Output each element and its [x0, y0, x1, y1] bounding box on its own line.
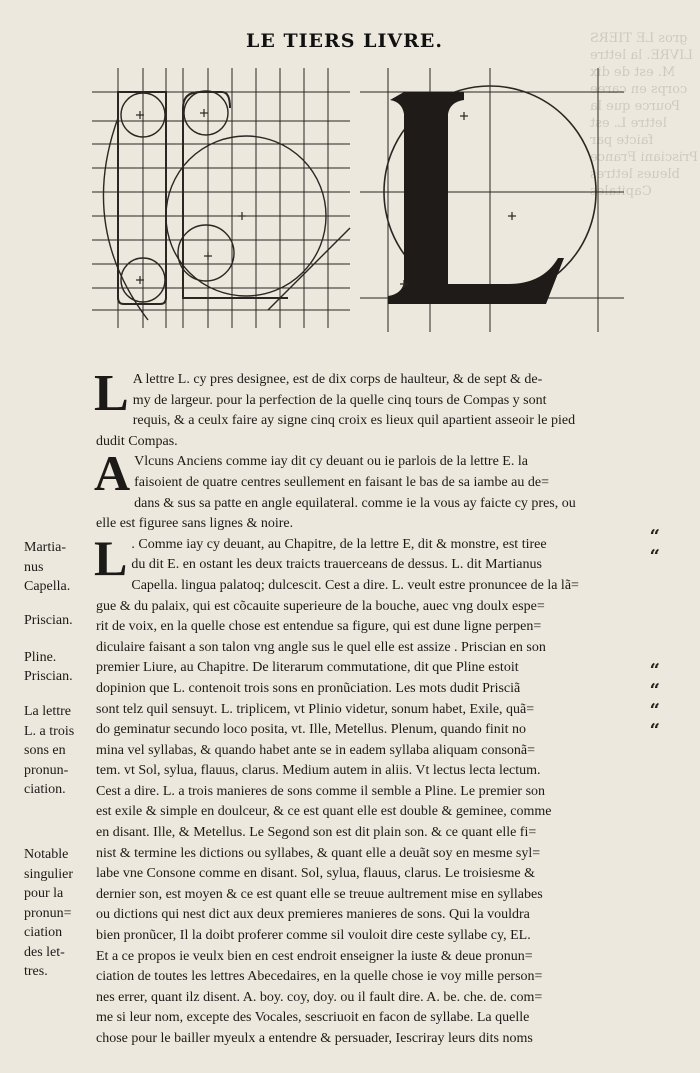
text-line: du dit E. en ostant les deux traicts trauerceans de dessus. L. dit Martianus: [131, 557, 542, 573]
margin-note-priscian: [24, 611, 73, 631]
margin-note-line: pour la: [24, 886, 64, 901]
text-line: sont telz quil sensuyt. L. triplicem, vt Plinio videtur, sonum habet, Exile, quã=: [96, 701, 535, 717]
text-line: nes errer, quant ilz disent. A. boy. coy, doy. ou il fault dire. A. be. che. de. com=: [96, 989, 543, 1005]
text-line: diculaire faisant a son talon vng angle sus le quel elle est assize . Priscian en son: [96, 639, 546, 655]
quote-mark: “: [649, 546, 660, 567]
margin-note-pline: [24, 648, 56, 668]
text-line: dans & sus sa patte en angle equilateral. comme ie la vous ay faicte cy pres, ou: [134, 495, 576, 511]
quote-mark: “: [649, 680, 660, 701]
text-line: do geminatur secundo loco posita, vt. Ille, Metellus. Plenum, quando finit no: [96, 722, 527, 738]
margin-note-line: sons en: [24, 743, 66, 758]
text-line: Capella. lingua palatoq; dulcescit. Cest a dire. L. veult estre pronuncee de la lã=: [131, 577, 579, 593]
margin-note-line: L. a trois: [24, 723, 75, 739]
text-line: . Comme iay cy deuant, au Chapitre, de la lettre E, dit & monstre, est tiree: [131, 536, 547, 552]
margin-note-line: nus: [24, 559, 44, 575]
text-line: labe vne Consone comme en disant. Sol, sylua, flauus, clarus. Le troisiesme &: [96, 866, 535, 882]
text-line: Cest a dire. L. a trois manieres de sons comme il semble a Pline. Le premier son: [96, 783, 546, 799]
text-line: faisoient de quatre centres seullement en faisant le bas de sa iambe au de=: [134, 474, 550, 490]
text-line: premier Liure, au Chapitre. De literarum commutatione, dit que Pline estoit: [96, 660, 519, 676]
text-line: dudit Compas.: [96, 433, 178, 449]
text-line: me si leur nom, excepte des Vocales, sescriuoit en facon de syllabe. La quelle: [96, 1010, 530, 1026]
text-line: en disant. Ille, & Metellus. Le Segond son est dit plain son. & ce quant elle fi=: [96, 825, 537, 841]
margin-note-l-trois-sons: [24, 702, 74, 800]
margin-note-priscian-2: [24, 667, 73, 687]
text-line: ou dictions qui nest dict aux deux premieres manieres de sons. Qui la vouldra: [96, 907, 530, 923]
text-line: my de largeur. pour la perfection de la quelle cinq tours de Compas y sont: [132, 392, 547, 408]
text-line: est exile & simple en doulceur, & ce est quant elle est double & geminee, comme: [96, 804, 552, 820]
margin-note-line: Martia-: [24, 540, 66, 555]
letter-l-construction-plate: [88, 58, 628, 340]
right-filled-letter-l: [360, 68, 624, 332]
margin-note-line: Pline.: [24, 650, 57, 665]
margin-note-line: ciation.: [24, 782, 66, 797]
paragraph-3: [94, 529, 641, 1050]
quote-mark: “: [649, 526, 660, 547]
margin-note-line: ciation: [24, 925, 63, 940]
drop-capital-l: L: [94, 365, 129, 422]
text-line: mina vel syllabas, & quando habet ante se in eadem syllaba aliquam consonã=: [96, 742, 536, 758]
margin-note-line: Capella.: [24, 579, 71, 594]
margin-note-line: des let-: [24, 944, 65, 960]
margin-note-line: La lettre: [24, 704, 72, 719]
margin-note-line: singulier: [24, 866, 73, 882]
text-line: nist & termine les dictions ou syllabes, & quant elle a deuãt soy en mesme syl=: [96, 845, 541, 861]
text-line: A lettre L. cy pres designee, est de dix corps de haulteur, & de sept & de-: [132, 372, 543, 387]
text-line: elle est figuree sans lignes & noire.: [96, 516, 294, 532]
quote-mark: “: [649, 720, 660, 741]
quote-mark: “: [649, 700, 660, 721]
text-line: Et a ce propos ie veulx bien en cest endroit enseigner la iuste & deue pronun=: [96, 948, 533, 964]
text-line: ciation de toutes les lettres Abecedaires, en la quelle chose ie voy mille person=: [96, 969, 543, 985]
text-line: dopinion que L. contenoit trois sons en pronũciation. Les mots dudit Prisciã: [96, 680, 521, 696]
text-line: chose pour le bailler myeulx a entendre & persuader, Iescriray leurs dits noms: [96, 1031, 533, 1046]
paragraph-2: [94, 445, 641, 534]
text-line: rit de voix, en la quelle chose est entendue sa figure, qui est dune ligne perpen=: [96, 619, 542, 635]
text-line: requis, & a ceulx faire ay signe cinq croix es lieux quil apartient asseoir le pied: [132, 413, 576, 429]
quote-mark: “: [649, 660, 660, 681]
margin-note-notable: [24, 845, 73, 982]
margin-note-line: pronun=: [24, 905, 72, 921]
drop-capital-a: A: [94, 445, 131, 502]
text-line: Vlcuns Anciens comme iay dit cy deuant ou ie parlois de la lettre E. la: [134, 454, 528, 470]
text-line: tem. vt Sol, sylua, flauus, clarus. Medium autem in aliis. Vt lectus lecta lectum.: [96, 763, 541, 779]
margin-note-line: tres.: [24, 964, 48, 979]
body-text: [94, 365, 641, 1050]
margin-note-line: pronun-: [24, 762, 69, 778]
text-line: bien pronũcer, Il la doibt proferer comme sil vouloit dire ceste syllabe cy, EL.: [96, 928, 531, 944]
running-head: LE TIERS LIVRE.: [246, 30, 443, 52]
left-construction-grid: [92, 68, 350, 328]
margin-note-line: Priscian.: [24, 669, 73, 684]
margin-note-martianus: [24, 538, 70, 597]
text-line: dernier son, est moyen & ce est quant elle se treuue aultrement mise en syllabes: [96, 886, 543, 902]
margin-note-line: Notable: [24, 847, 69, 862]
margin-note-line: Priscian.: [24, 613, 73, 628]
bleed-through-text: gros LE TIERS LIVRE. la lettre M. est de dix corps en caree Pource que la lettre L. est faicte par Prisciani France bleues lettres Capitales: [590, 31, 698, 199]
drop-capital-l: L: [94, 529, 128, 586]
paragraph-1: [94, 365, 641, 452]
text-line: gue & du palaix, qui est cõcauite superieure de la bouche, auec vng doulx espe=: [96, 598, 545, 614]
